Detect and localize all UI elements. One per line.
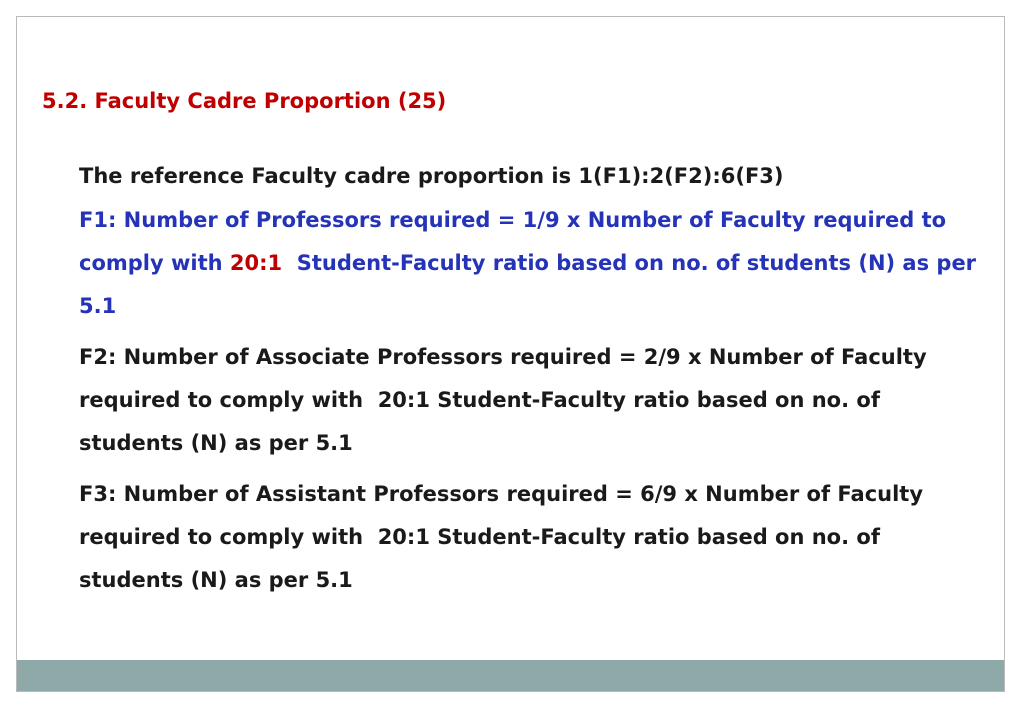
footer-bar	[17, 660, 1004, 691]
f1-ratio-highlight: 20:1	[229, 251, 283, 275]
slide-title: 5.2. Faculty Cadre Proportion (25)	[42, 89, 447, 113]
f3-definition: F3: Number of Assistant Professors required = 6/9 x Number of Faculty required to comply with 20:1 Student-Faculty ratio based on no. of students (N) as per 5.1	[79, 482, 931, 592]
slide	[16, 16, 1005, 692]
slide-body	[79, 155, 989, 602]
f1-text-end: Student-Faculty ratio based on no. of students (N) as per 5.1	[79, 251, 984, 318]
f1-definition	[79, 199, 989, 328]
f1-text-start: F1: Number of Professors required = 1/9 x Number of Faculty required to comply with	[79, 208, 947, 275]
reference-proportion-text: The reference Faculty cadre proportion is 1(F1):2(F2):6(F3)	[79, 164, 784, 188]
f2-definition: F2: Number of Associate Professors required = 2/9 x Number of Faculty required to comply with 20:1 Student-Faculty ratio based on no. of students (N) as per 5.1	[79, 345, 934, 455]
